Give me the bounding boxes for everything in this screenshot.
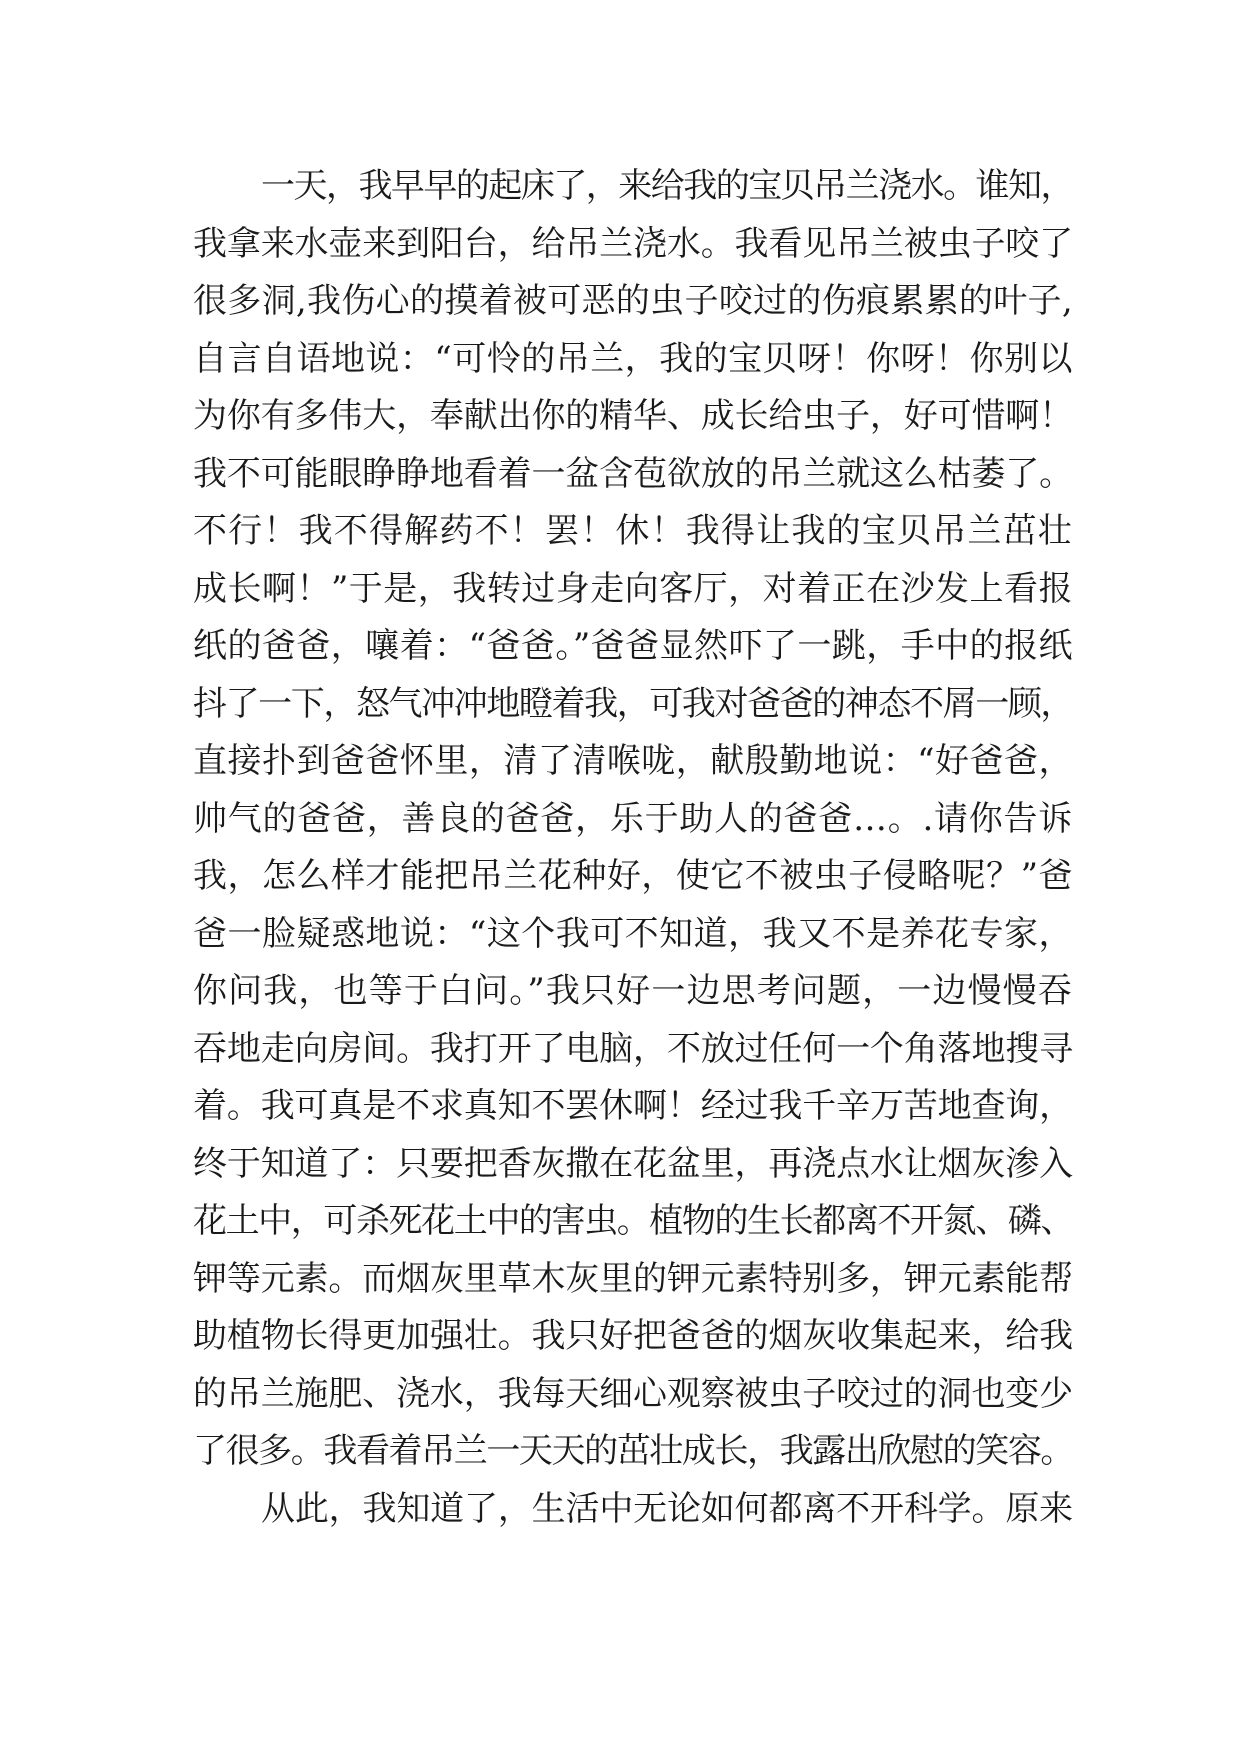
paragraph-1-line: 抖了一下，怒气冲冲地瞪着我，可我对爸爸的神态不屑一顾， [193, 683, 1073, 724]
paragraph-1-line: 爸一脸疑惑地说：“这个我可不知道，我又不是养花专家， [193, 913, 1073, 954]
paragraph-1-line: 我拿来水壶来到阳台，给吊兰浇水。我看见吊兰被虫子咬了 [193, 223, 1073, 264]
paragraph-1-line: 很多洞,我伤心的摸着被可恶的虫子咬过的伤痕累累的叶子, [193, 281, 1073, 321]
paragraph-1-line: 我，怎么样才能把吊兰花种好，使它不被虫子侵略呢？”爸 [193, 856, 1073, 896]
body-text [193, 158, 1073, 1538]
paragraph-1-line: 花土中，可杀死花土中的害虫。植物的生长都离不开氮、磷、 [193, 1201, 1073, 1241]
paragraph-1-line: 着。我可真是不求真知不罢休啊！经过我千辛万苦地查询， [193, 1086, 1073, 1126]
paragraph-1-line: 助植物长得更加强壮。我只好把爸爸的烟灰收集起来，给我 [193, 1316, 1073, 1356]
paragraph-1-line: 的吊兰施肥、浇水，我每天细心观察被虫子咬过的洞也变少 [193, 1373, 1073, 1414]
paragraph-1-line: 终于知道了：只要把香灰撒在花盆里，再浇点水让烟灰渗入 [193, 1143, 1073, 1184]
paragraph-1-line: 帅气的爸爸，善良的爸爸，乐于助人的爸爸…。.请你告诉 [193, 798, 1073, 839]
paragraph-2-line: 从此，我知道了，生活中无论如何都离不开科学。原来 [261, 1488, 1073, 1529]
paragraph-1-line: 自言自语地说：“可怜的吊兰，我的宝贝呀！你呀！你别以 [193, 338, 1073, 379]
paragraph-1-line: 我不可能眼睁睁地看着一盆含苞欲放的吊兰就这么枯萎了。 [193, 453, 1073, 494]
paragraph-1-line: 一天，我早早的起床了，来给我的宝贝吊兰浇水。谁知， [261, 166, 1073, 206]
paragraph-1-line: 钾等元素。而烟灰里草木灰里的钾元素特别多，钾元素能帮 [193, 1258, 1073, 1299]
paragraph-1-line: 直接扑到爸爸怀里，清了清喉咙，献殷勤地说：“好爸爸， [193, 741, 1073, 781]
paragraph-1-line: 不行！我不得解药不！罢！休！我得让我的宝贝吊兰茁壮 [193, 511, 1073, 551]
paragraph-1-line: 你问我，也等于白问。”我只好一边思考问题，一边慢慢吞 [193, 971, 1073, 1011]
paragraph-1-line: 了很多。我看着吊兰一天天的茁壮成长，我露出欣慰的笑容。 [193, 1431, 1073, 1471]
paragraph-1-line: 成长啊！”于是，我转过身走向客厅，对着正在沙发上看报 [193, 568, 1073, 609]
paragraph-1-line: 为你有多伟大，奉献出你的精华、成长给虫子，好可惜啊！ [193, 396, 1073, 436]
paragraph-1-line: 吞地走向房间。我打开了电脑，不放过任何一个角落地搜寻 [193, 1028, 1073, 1069]
paragraph-1-line: 纸的爸爸，嚷着：“爸爸。”爸爸显然吓了一跳，手中的报纸 [193, 626, 1073, 666]
